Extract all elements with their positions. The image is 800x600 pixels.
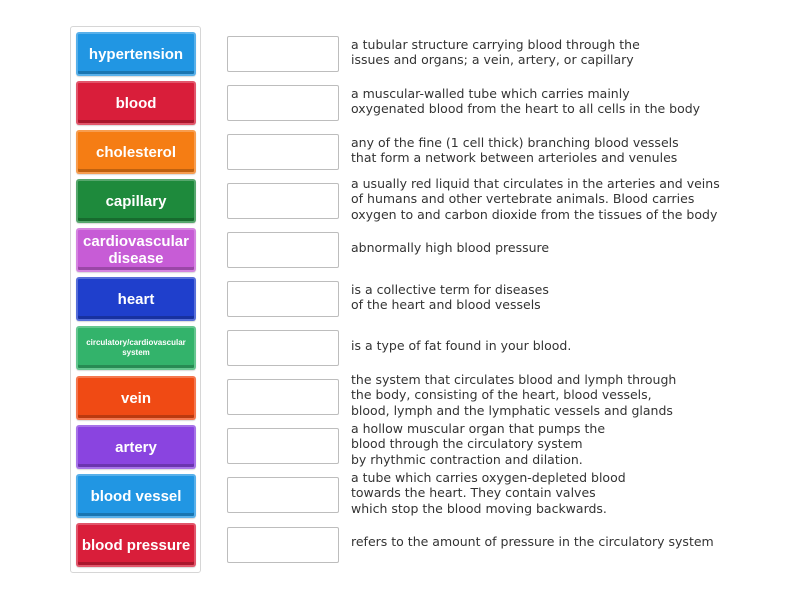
drop-slot[interactable] [227,527,339,563]
drop-slot[interactable] [227,379,339,415]
drop-slot[interactable] [227,36,339,72]
tile-blood[interactable]: blood [76,81,196,125]
tile-cardiovascular-disease[interactable]: cardiovascular disease [76,228,196,272]
definition-text: a tubular structure carrying blood through the issues and organs; a vein, artery, or capillary [351,36,640,67]
tile-blood-vessel[interactable]: blood vessel [76,474,196,518]
definition-text: refers to the amount of pressure in the circulatory system [351,534,714,550]
definition-text: is a collective term for diseases of the heart and blood vessels [351,281,549,312]
definition-text: a hollow muscular organ that pumps the blood through the circulatory system by rhythmic contraction and dilation. [351,420,606,467]
tile-cholesterol[interactable]: cholesterol [76,130,196,174]
definition-text: is a type of fat found in your blood. [351,338,572,354]
drop-slot[interactable] [227,330,339,366]
tile-circulatory-system[interactable]: circulatory/cardiovascular system [76,326,196,370]
definition-text: the system that circulates blood and lymph through the body, consisting of the heart, blood vessels, blood, lymph and the lymphatic vessels and glands [351,371,677,418]
tile-hypertension[interactable]: hypertension [76,32,196,76]
definition-text: a muscular-walled tube which carries mainly oxygenated blood from the heart to all cells in the body [351,85,701,116]
definition-text: a usually red liquid that circulates in the arteries and veins of humans and other vertebrate animals. Blood carries oxygen to and carbon dioxide from the tissues of the body [351,175,720,222]
drop-slot[interactable] [227,85,339,121]
drop-slot[interactable] [227,232,339,268]
drop-slot[interactable] [227,134,339,170]
definition-text: a tube which carries oxygen-depleted blood towards the heart. They contain valves which stop the blood moving backwards. [351,469,626,516]
tile-blood-pressure[interactable]: blood pressure [76,523,196,567]
definition-text: any of the fine (1 cell thick) branching blood vessels that form a network between arterioles and venules [351,134,679,165]
drop-slot[interactable] [227,183,339,219]
tile-artery[interactable]: artery [76,425,196,469]
definition-text: abnormally high blood pressure [351,240,550,256]
tile-heart[interactable]: heart [76,277,196,321]
drop-slot[interactable] [227,281,339,317]
drop-slot[interactable] [227,428,339,464]
tile-vein[interactable]: vein [76,376,196,420]
drop-slot[interactable] [227,477,339,513]
tile-capillary[interactable]: capillary [76,179,196,223]
